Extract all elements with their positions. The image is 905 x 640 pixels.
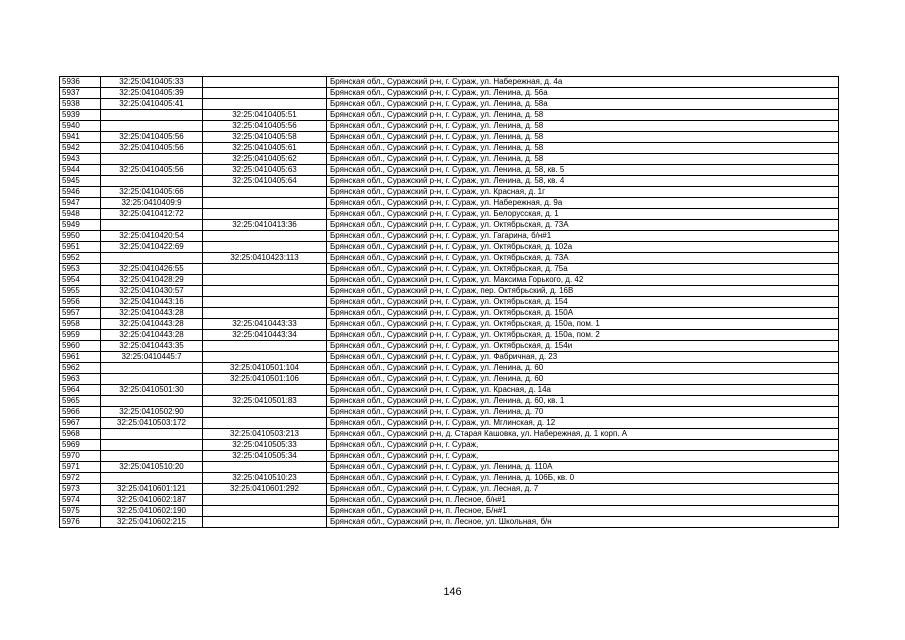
table-row (60, 451, 839, 462)
parent-cadastral-number-cell: 32:25:0410443:35 (101, 341, 203, 352)
cadastral-number-cell (203, 308, 327, 319)
row-number-cell: 5951 (60, 242, 101, 253)
cadastral-number-cell (203, 517, 327, 528)
address-cell: Брянская обл., Суражский р-н, г. Сураж, ул. Ленина, д. 60 (327, 363, 839, 374)
row-number-cell: 5972 (60, 473, 101, 484)
table-row (60, 110, 839, 121)
parent-cadastral-number-cell: 32:25:0410503:172 (101, 418, 203, 429)
cadastral-number-cell: 32:25:0410443:33 (203, 319, 327, 330)
address-cell: Брянская обл., Суражский р-н, г. Сураж, ул. Октябрьская, д. 73А (327, 253, 839, 264)
table-row (60, 143, 839, 154)
table-row (60, 286, 839, 297)
address-cell: Брянская обл., Суражский р-н, г. Сураж, ул. Набережная, д. 9а (327, 198, 839, 209)
parent-cadastral-number-cell (101, 440, 203, 451)
row-number-cell: 5968 (60, 429, 101, 440)
address-cell: Брянская обл., Суражский р-н, г. Сураж, ул. Октябрьская, д. 75а (327, 264, 839, 275)
table-row (60, 407, 839, 418)
table-row (60, 462, 839, 473)
row-number-cell: 5952 (60, 253, 101, 264)
table-row (60, 495, 839, 506)
address-cell: Брянская обл., Суражский р-н, г. Сураж, ул. Ленина, д. 58 (327, 132, 839, 143)
parent-cadastral-number-cell: 32:25:0410405:56 (101, 143, 203, 154)
address-cell: Брянская обл., Суражский р-н, г. Сураж, пер. Октябрьский, д. 16В (327, 286, 839, 297)
row-number-cell: 5967 (60, 418, 101, 429)
row-number-cell: 5975 (60, 506, 101, 517)
table-row (60, 363, 839, 374)
parent-cadastral-number-cell: 32:25:0410445:7 (101, 352, 203, 363)
cadastral-number-cell: 32:25:0410505:34 (203, 451, 327, 462)
parent-cadastral-number-cell: 32:25:0410443:28 (101, 319, 203, 330)
parent-cadastral-number-cell (101, 429, 203, 440)
table-row (60, 506, 839, 517)
table-row (60, 231, 839, 242)
row-number-cell: 5955 (60, 286, 101, 297)
cadastral-number-cell: 32:25:0410443:34 (203, 330, 327, 341)
parent-cadastral-number-cell (101, 363, 203, 374)
address-cell: Брянская обл., Суражский р-н, г. Сураж, (327, 440, 839, 451)
table-row (60, 473, 839, 484)
row-number-cell: 5937 (60, 88, 101, 99)
table-row (60, 88, 839, 99)
address-cell: Брянская обл., Суражский р-н, г. Сураж, ул. Белорусская, д. 1 (327, 209, 839, 220)
cadastral-number-cell (203, 198, 327, 209)
table-row (60, 176, 839, 187)
cadastral-number-cell (203, 275, 327, 286)
table-row (60, 374, 839, 385)
table-row (60, 220, 839, 231)
row-number-cell: 5961 (60, 352, 101, 363)
cadastral-number-cell (203, 187, 327, 198)
row-number-cell: 5948 (60, 209, 101, 220)
cadastral-number-cell (203, 99, 327, 110)
cadastral-number-cell (203, 495, 327, 506)
row-number-cell: 5959 (60, 330, 101, 341)
row-number-cell: 5969 (60, 440, 101, 451)
parent-cadastral-number-cell: 32:25:0410420:54 (101, 231, 203, 242)
cadastral-number-cell (203, 352, 327, 363)
row-number-cell: 5976 (60, 517, 101, 528)
row-number-cell: 5958 (60, 319, 101, 330)
parent-cadastral-number-cell (101, 220, 203, 231)
cadastral-number-cell (203, 242, 327, 253)
cadastral-number-cell: 32:25:0410601:292 (203, 484, 327, 495)
cadastral-number-cell: 32:25:0410405:58 (203, 132, 327, 143)
address-cell: Брянская обл., Суражский р-н, г. Сураж, ул. Октябрьская, д. 154и (327, 341, 839, 352)
parent-cadastral-number-cell: 32:25:0410405:41 (101, 99, 203, 110)
parent-cadastral-number-cell (101, 451, 203, 462)
records-table (59, 76, 839, 528)
parent-cadastral-number-cell (101, 176, 203, 187)
cadastral-number-cell (203, 88, 327, 99)
address-cell: Брянская обл., Суражский р-н, г. Сураж, ул. Красная, д. 14а (327, 385, 839, 396)
table-row (60, 165, 839, 176)
parent-cadastral-number-cell: 32:25:0410428:29 (101, 275, 203, 286)
row-number-cell: 5956 (60, 297, 101, 308)
row-number-cell: 5946 (60, 187, 101, 198)
parent-cadastral-number-cell: 32:25:0410443:28 (101, 308, 203, 319)
row-number-cell: 5970 (60, 451, 101, 462)
address-cell: Брянская обл., Суражский р-н, г. Сураж, ул. Набережная, д. 4а (327, 77, 839, 88)
page-number: 146 (443, 586, 462, 598)
parent-cadastral-number-cell: 32:25:0410443:28 (101, 330, 203, 341)
address-cell: Брянская обл., Суражский р-н, г. Сураж, ул. Октябрьская, д. 102а (327, 242, 839, 253)
cadastral-number-cell: 32:25:0410501:106 (203, 374, 327, 385)
table-row (60, 429, 839, 440)
address-cell: Брянская обл., Суражский р-н, г. Сураж, ул. Ленина, д. 58 (327, 110, 839, 121)
table-row (60, 209, 839, 220)
parent-cadastral-number-cell (101, 253, 203, 264)
cadastral-number-cell: 32:25:0410405:64 (203, 176, 327, 187)
parent-cadastral-number-cell: 32:25:0410409:9 (101, 198, 203, 209)
table-row (60, 132, 839, 143)
table-row (60, 484, 839, 495)
address-cell: Брянская обл., Суражский р-н, г. Сураж, ул. Октябрьская, д. 150А (327, 308, 839, 319)
address-cell: Брянская обл., Суражский р-н, г. Сураж, ул. Ленина, д. 56а (327, 88, 839, 99)
parent-cadastral-number-cell: 32:25:0410405:39 (101, 88, 203, 99)
parent-cadastral-number-cell: 32:25:0410405:56 (101, 132, 203, 143)
parent-cadastral-number-cell (101, 110, 203, 121)
parent-cadastral-number-cell (101, 121, 203, 132)
table-row (60, 77, 839, 88)
table-row (60, 396, 839, 407)
cadastral-number-cell: 32:25:0410501:104 (203, 363, 327, 374)
row-number-cell: 5947 (60, 198, 101, 209)
address-cell: Брянская обл., Суражский р-н, г. Сураж, ул. Ленина, д. 58, кв. 5 (327, 165, 839, 176)
address-cell: Брянская обл., Суражский р-н, г. Сураж, ул. Ленина, д. 110А (327, 462, 839, 473)
address-cell: Брянская обл., Суражский р-н, г. Сураж, ул. Ленина, д. 70 (327, 407, 839, 418)
row-number-cell: 5964 (60, 385, 101, 396)
table-row (60, 352, 839, 363)
cadastral-number-cell (203, 385, 327, 396)
address-cell: Брянская обл., Суражский р-н, г. Сураж, ул. Ленина, д. 106Б, кв. 0 (327, 473, 839, 484)
table-row (60, 253, 839, 264)
cadastral-number-cell (203, 209, 327, 220)
row-number-cell: 5962 (60, 363, 101, 374)
records-table-body (60, 77, 839, 528)
parent-cadastral-number-cell: 32:25:0410405:66 (101, 187, 203, 198)
address-cell: Брянская обл., Суражский р-н, г. Сураж, ул. Максима Горького, д. 42 (327, 275, 839, 286)
address-cell: Брянская обл., Суражский р-н, г. Сураж, ул. Ленина, д. 58 (327, 143, 839, 154)
table-row (60, 99, 839, 110)
address-cell: Брянская обл., Суражский р-н, г. Сураж, ул. Ленина, д. 60, кв. 1 (327, 396, 839, 407)
cadastral-number-cell: 32:25:0410405:56 (203, 121, 327, 132)
address-cell: Брянская обл., Суражский р-н, д. Старая Кашовка, ул. Набережная, д. 1 корп. А (327, 429, 839, 440)
parent-cadastral-number-cell (101, 396, 203, 407)
cadastral-number-cell (203, 506, 327, 517)
parent-cadastral-number-cell: 32:25:0410501:30 (101, 385, 203, 396)
cadastral-number-cell (203, 407, 327, 418)
parent-cadastral-number-cell: 32:25:0410510:20 (101, 462, 203, 473)
parent-cadastral-number-cell: 32:25:0410422:69 (101, 242, 203, 253)
cadastral-number-cell (203, 462, 327, 473)
row-number-cell: 5944 (60, 165, 101, 176)
row-number-cell: 5942 (60, 143, 101, 154)
row-number-cell: 5943 (60, 154, 101, 165)
cadastral-number-cell: 32:25:0410423:113 (203, 253, 327, 264)
row-number-cell: 5941 (60, 132, 101, 143)
parent-cadastral-number-cell: 32:25:0410502:90 (101, 407, 203, 418)
cadastral-number-cell (203, 77, 327, 88)
address-cell: Брянская обл., Суражский р-н, г. Сураж, ул. Мглинская, д. 12 (327, 418, 839, 429)
cadastral-number-cell (203, 418, 327, 429)
row-number-cell: 5974 (60, 495, 101, 506)
address-cell: Брянская обл., Суражский р-н, г. Сураж, ул. Ленина, д. 60 (327, 374, 839, 385)
row-number-cell: 5949 (60, 220, 101, 231)
table-row (60, 385, 839, 396)
row-number-cell: 5966 (60, 407, 101, 418)
address-cell: Брянская обл., Суражский р-н, п. Лесное, ул. Школьная, б/н (327, 517, 839, 528)
row-number-cell: 5938 (60, 99, 101, 110)
parent-cadastral-number-cell: 32:25:0410602:190 (101, 506, 203, 517)
cadastral-number-cell: 32:25:0410505:33 (203, 440, 327, 451)
row-number-cell: 5954 (60, 275, 101, 286)
parent-cadastral-number-cell (101, 473, 203, 484)
cadastral-number-cell: 32:25:0410405:62 (203, 154, 327, 165)
row-number-cell: 5973 (60, 484, 101, 495)
row-number-cell: 5950 (60, 231, 101, 242)
row-number-cell: 5971 (60, 462, 101, 473)
address-cell: Брянская обл., Суражский р-н, г. Сураж, ул. Октябрьская, д. 150а, пом. 2 (327, 330, 839, 341)
address-cell: Брянская обл., Суражский р-н, г. Сураж, ул. Октябрьская, д. 150а, пом. 1 (327, 319, 839, 330)
parent-cadastral-number-cell: 32:25:0410601:121 (101, 484, 203, 495)
address-cell: Брянская обл., Суражский р-н, г. Сураж, ул. Октябрьская, д. 73А (327, 220, 839, 231)
cadastral-number-cell: 32:25:0410405:63 (203, 165, 327, 176)
cadastral-number-cell (203, 231, 327, 242)
cadastral-number-cell (203, 341, 327, 352)
row-number-cell: 5960 (60, 341, 101, 352)
cadastral-number-cell: 32:25:0410501:83 (203, 396, 327, 407)
address-cell: Брянская обл., Суражский р-н, г. Сураж, ул. Гагарина, б/н#1 (327, 231, 839, 242)
cadastral-number-cell (203, 297, 327, 308)
parent-cadastral-number-cell: 32:25:0410602:187 (101, 495, 203, 506)
parent-cadastral-number-cell: 32:25:0410405:33 (101, 77, 203, 88)
cadastral-number-cell: 32:25:0410510:23 (203, 473, 327, 484)
address-cell: Брянская обл., Суражский р-н, г. Сураж, ул. Ленина, д. 58, кв. 4 (327, 176, 839, 187)
address-cell: Брянская обл., Суражский р-н, г. Сураж, ул. Октябрьская, д. 154 (327, 297, 839, 308)
table-row (60, 319, 839, 330)
cadastral-number-cell (203, 286, 327, 297)
table-row (60, 275, 839, 286)
parent-cadastral-number-cell: 32:25:0410426:55 (101, 264, 203, 275)
cadastral-number-cell: 32:25:0410405:51 (203, 110, 327, 121)
row-number-cell: 5965 (60, 396, 101, 407)
address-cell: Брянская обл., Суражский р-н, г. Сураж, ул. Ленина, д. 58 (327, 154, 839, 165)
parent-cadastral-number-cell: 32:25:0410602:215 (101, 517, 203, 528)
parent-cadastral-number-cell: 32:25:0410405:56 (101, 165, 203, 176)
row-number-cell: 5936 (60, 77, 101, 88)
table-row (60, 154, 839, 165)
table-row (60, 242, 839, 253)
table-row (60, 440, 839, 451)
table-row (60, 517, 839, 528)
cadastral-number-cell: 32:25:0410413:36 (203, 220, 327, 231)
address-cell: Брянская обл., Суражский р-н, г. Сураж, ул. Лесная, д. 7 (327, 484, 839, 495)
table-row (60, 264, 839, 275)
address-cell: Брянская обл., Суражский р-н, г. Сураж, ул. Красная, д. 1г (327, 187, 839, 198)
row-number-cell: 5945 (60, 176, 101, 187)
address-cell: Брянская обл., Суражский р-н, п. Лесное, Б/н#1 (327, 506, 839, 517)
table-row (60, 308, 839, 319)
address-cell: Брянская обл., Суражский р-н, г. Сураж, ул. Ленина, д. 58а (327, 99, 839, 110)
cadastral-number-cell (203, 264, 327, 275)
parent-cadastral-number-cell: 32:25:0410443:16 (101, 297, 203, 308)
row-number-cell: 5963 (60, 374, 101, 385)
parent-cadastral-number-cell (101, 154, 203, 165)
table-row (60, 418, 839, 429)
table-row (60, 198, 839, 209)
row-number-cell: 5957 (60, 308, 101, 319)
address-cell: Брянская обл., Суражский р-н, г. Сураж, (327, 451, 839, 462)
row-number-cell: 5940 (60, 121, 101, 132)
address-cell: Брянская обл., Суражский р-н, г. Сураж, ул. Ленина, д. 58 (327, 121, 839, 132)
row-number-cell: 5939 (60, 110, 101, 121)
cadastral-number-cell: 32:25:0410405:61 (203, 143, 327, 154)
table-row (60, 297, 839, 308)
parent-cadastral-number-cell: 32:25:0410430:57 (101, 286, 203, 297)
cadastral-number-cell: 32:25:0410503:213 (203, 429, 327, 440)
table-row (60, 187, 839, 198)
parent-cadastral-number-cell (101, 374, 203, 385)
row-number-cell: 5953 (60, 264, 101, 275)
table-row (60, 341, 839, 352)
table-row (60, 121, 839, 132)
parent-cadastral-number-cell: 32:25:0410412:72 (101, 209, 203, 220)
address-cell: Брянская обл., Суражский р-н, г. Сураж, ул. Фабричная, д. 23 (327, 352, 839, 363)
table-row (60, 330, 839, 341)
address-cell: Брянская обл., Суражский р-н, п. Лесное, б/н#1 (327, 495, 839, 506)
